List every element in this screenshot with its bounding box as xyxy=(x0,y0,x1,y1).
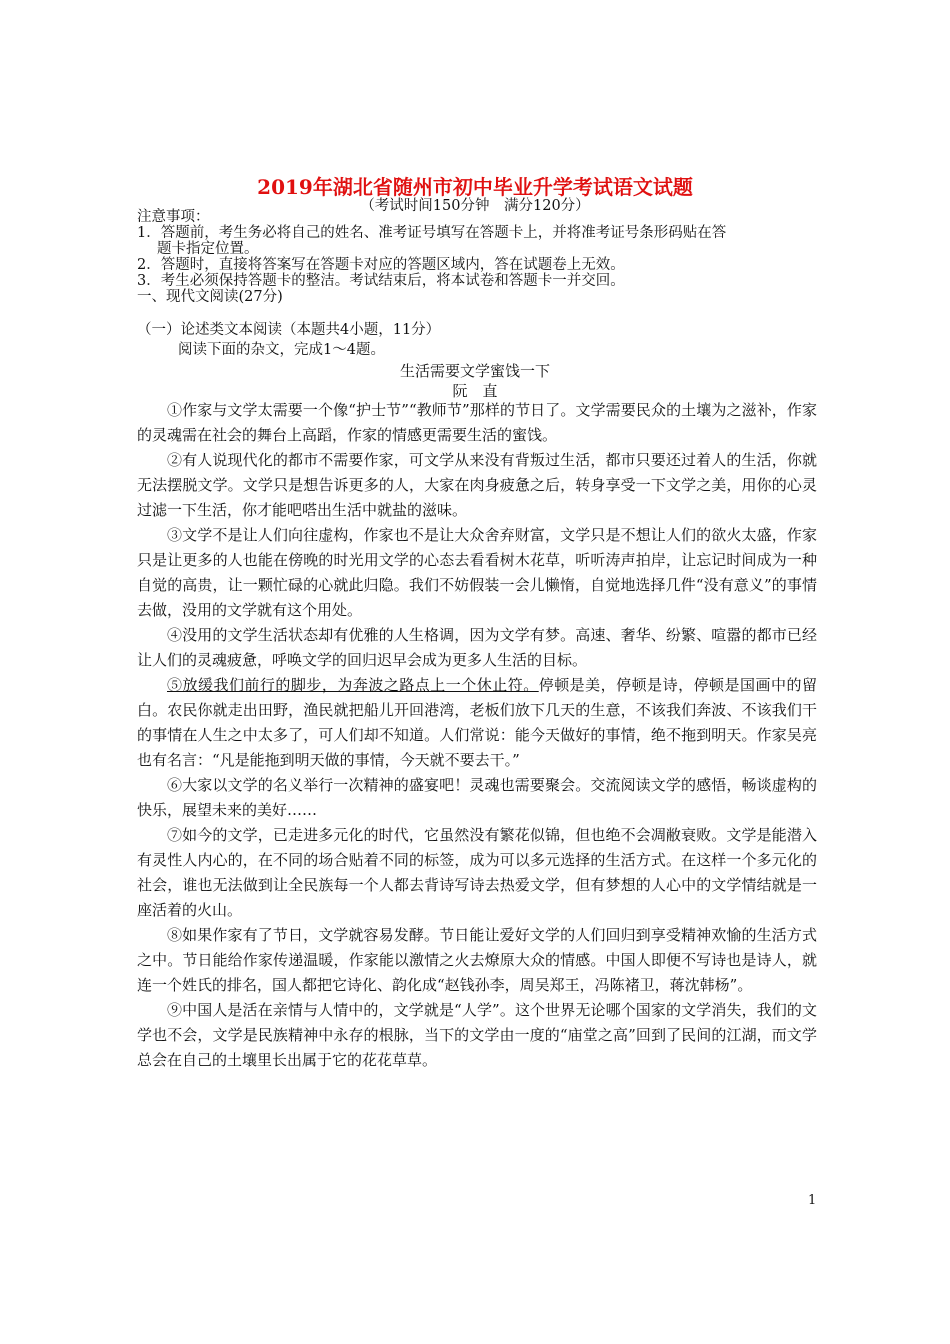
paragraph xyxy=(137,673,817,773)
paragraph: ⑦如今的文学，已走进多元化的时代，它虽然没有繁花似锦，但也绝不会凋敝衰败。文学是能潜入有灵性人内心的，在不同的场合贴着不同的标签，成为可以多元选择的生活方式。在这样一个多元化的社会，谁也无法做到让全民族每一个人都去背诗写诗去热爱文学，但有梦想的人心中的文学情结就是一座活着的火山。 xyxy=(137,826,817,919)
paragraph: ②有人说现代化的都市不需要作家，可文学从来没有背叛过生活，都市只要还过着人的生活，你就无法摆脱文学。文学只是想告诉更多的人，大家在肉身疲惫之后，转身享受一下文学之美，用你的心灵过滤一下生活，你才能吧嗒出生活中就盐的滋味。 xyxy=(137,451,817,519)
essay-title: 生活需要文学蜜饯一下 xyxy=(399,362,550,380)
underlined-sentence: ⑤放缓我们前行的脚步，为奔波之路点上一个休止符。 xyxy=(167,676,539,694)
paragraph: ④没用的文学生活状态却有优雅的人生格调，因为文学有梦。高速、奢华、纷繁、喧嚣的都市已经让人们的灵魂疲惫，呼唤文学的回归迟早会成为更多人生活的目标。 xyxy=(137,626,817,669)
exam-subtitle: （考试时间150分钟 满分120分） xyxy=(360,198,590,214)
note-item: 题卡指定位置。 xyxy=(157,241,259,257)
paragraph: ⑧如果作家有了节日，文学就容易发酵。节日能让爱好文学的人们回归到享受精神欢愉的生活方式之中。节日能给作家传递温暖，作家能以激情之火去燎原大众的情感。中国人即便不写诗也是诗人，就连一个姓氏的排名，国人都把它诗化、韵化成“赵钱孙李，周吴郑王，冯陈褚卫，蒋沈韩杨”。 xyxy=(137,926,817,994)
notes-block xyxy=(137,209,817,305)
page-number: 1 xyxy=(808,1193,817,1208)
paragraph: ⑥大家以文学的名义举行一次精神的盛宴吧！灵魂也需要聚会。交流阅读文学的感悟，畅谈虚构的快乐，展望未来的美好…… xyxy=(137,776,817,819)
essay-author: 阮 直 xyxy=(452,382,498,400)
paragraph: ③文学不是让人们向往虚构，作家也不是让大众舍弃财富，文学只是不想让人们的欲火太盛，作家只是让更多的人也能在傍晚的时光用文学的心态去看看树木花草，听听涛声拍岸，让忘记时间成为一种自觉的高贵，让一颗忙碌的心就此归隐。我们不妨假装一会儿懒惰，自觉地选择几件“没有意义”的事情去做，没用的文学就有这个用处。 xyxy=(137,526,817,619)
essay-body xyxy=(137,398,817,1073)
paragraph: ①作家与文学太需要一个像“护士节”“教师节”那样的节日了。文学需要民众的土壤为之滋补，作家的灵魂需在社会的舞台上高蹈，作家的情感更需要生活的蜜饯。 xyxy=(137,401,817,444)
paragraph: ⑨中国人是活在亲情与人情中的，文学就是“人学”。这个世界无论哪个国家的文学消失，我们的文学也不会，文学是民族精神中永存的根脉，当下的文学由一度的“庙堂之高”回到了民间的江湖，而文学总会在自己的土壤里长出属于它的花花草草。 xyxy=(137,1001,817,1069)
exam-title: 2019年湖北省随州市初中毕业升学考试语文试题 xyxy=(257,175,693,199)
subsection-heading: （一）论述类文本阅读（本题共4小题，11分） xyxy=(137,322,441,338)
paragraph-text: 停顿是美，停顿是诗，停顿是国画中的留白。农民你就走出田野，渔民就把船儿开回港湾，老板们放下几天的生意，不该我们奔波、不该我们干的事情在人生之中太多了，可人们却不知道。人们常说：能今天做好的事情，绝不拖到明天。作家吴亮也有名言：“凡是能拖到明天做的事情，今天就不要去干。” xyxy=(137,676,817,769)
section-heading: 一、现代文阅读(27分) xyxy=(137,289,283,305)
note-item: 1．答题前，考生务必将自己的姓名、准考证号填写在答题卡上，并将准考证号条形码贴在答 xyxy=(137,225,727,241)
note-item: 2．答题时，直接将答案写在答题卡对应的答题区域内，答在试题卷上无效。 xyxy=(137,257,625,273)
notes-heading: 注意事项： xyxy=(137,209,210,225)
reading-instruction: 阅读下面的杂文，完成1～4题。 xyxy=(178,342,385,358)
note-item: 3．考生必须保持答题卡的整洁。考试结束后，将本试卷和答题卡一并交回。 xyxy=(137,273,625,289)
